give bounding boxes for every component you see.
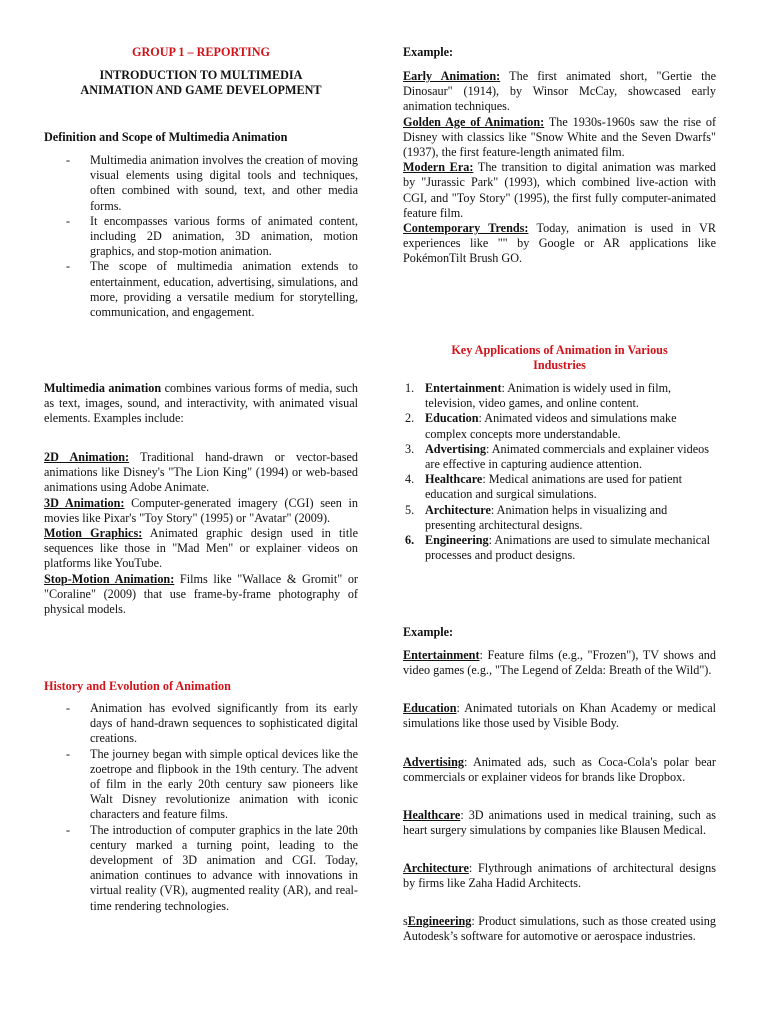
application-item [403, 503, 716, 533]
applications-heading-line-2: Industries [533, 358, 586, 372]
combines-bold: Multimedia animation [44, 381, 162, 395]
type-text: Films like "Wallace & Gromit" or "Coraline" (2009) that use frame-by-frame photography of physical models. [44, 571, 358, 617]
history-bullet: - The journey began with simple optical devices like the zoetrope and flipbook in the 19th century. The advent of film in the early 20th century saw pioneers like Walt Disney revolutionize animation with iconic characters and feature films. [44, 747, 358, 823]
item-number: 2. [405, 411, 415, 426]
example-text: : Animated ads, such as Coca-Cola's polar bear commercials or explainer videos for brands like Dropbox. [403, 755, 716, 785]
definition-bullet: - Multimedia animation involves the creation of moving visual elements using digital tools and techniques, often combined with sound, text, and other media forms. [44, 153, 358, 214]
application-item [403, 411, 716, 441]
item-label: Education [425, 411, 479, 426]
type-text: Computer-generated imagery (CGI) seen in movies like Pixar's "Toy Story" (1995) or "Avatar" (2009). [44, 495, 359, 525]
combines-text: combines various forms of media, such as text, images, sound, and interactivity, with animated visual elements. Examples include: [44, 381, 358, 426]
example-label: Engineering [407, 914, 472, 928]
item-label: Engineering [425, 533, 489, 548]
application-item [403, 472, 716, 502]
animation-types [44, 450, 358, 617]
example-text: : Animated tutorials on Khan Academy or medical simulations like those used by Visible Body. [403, 701, 716, 731]
item-number: 4. [405, 472, 415, 487]
definition-heading: Definition and Scope of Multimedia Animation [44, 130, 288, 144]
definition-bullet: - The scope of multimedia animation extends to entertainment, education, advertising, simulations, and more, providing a versatile medium for storytelling, communication, and engagement. [44, 259, 358, 320]
item-text: : Medical animations are used for patient education and surgical simulations. [425, 472, 682, 502]
example-label: Advertising [403, 755, 464, 769]
type-stop-motion [44, 572, 358, 618]
era-contemporary [403, 221, 716, 267]
application-item [403, 381, 716, 411]
type-text: Traditional hand-drawn or vector-based animations like Disney's "The Lion King" (1994) or web-based animations using Adobe Animate. [44, 450, 358, 495]
history-bullet: - The introduction of computer graphics in the late 20th century marked a turning point, leading to the development of 3D animation and CGI. Today, animation continues to advance with innovations in virtual reality (VR), augmented reality (AR), and real-time rendering technologies. [44, 823, 358, 914]
example-education [403, 701, 716, 731]
applications-heading-line-1: Key Applications of Animation in Various [451, 343, 668, 357]
group-title: GROUP 1 – REPORTING [131, 45, 271, 59]
example-engineering [403, 914, 716, 944]
example-architecture [403, 861, 716, 891]
example-heading-1: Example: [403, 45, 454, 59]
history-bullet: - Animation has evolved significantly from its early days of hand-drawn sequences to sophisticated digital creations. [44, 701, 358, 747]
era-text: Today, animation is used in VR experiences like "" by Google or AR applications like PokémonTilt Brush GO. [403, 221, 716, 266]
era-label: Early Animation: [403, 69, 501, 83]
definition-bullet: - It encompasses various forms of animated content, including 2D animation, 3D animation, motion graphics, and stop-motion animation. [44, 214, 358, 260]
example-entertainment [403, 648, 716, 678]
era-label: Golden Age of Animation: [403, 114, 545, 129]
item-text: : Animation is widely used in film, television, video games, and online content. [425, 381, 672, 411]
history-heading: History and Evolution of Animation [44, 679, 231, 693]
type-text: Animated graphic design used in title sequences like those in "Mad Men" or explainer videos on platforms like YouTube. [44, 526, 358, 571]
item-text: : Animation helps in visualizing and presenting architectural designs. [425, 502, 668, 532]
doc-title-line-1: INTRODUCTION TO MULTIMEDIA [99, 68, 303, 82]
item-number: 1. [405, 381, 415, 395]
doc-title-line-2: ANIMATION AND GAME DEVELOPMENT [80, 83, 322, 97]
era-text: The first animated short, "Gertie the Dinosaur" (1914), by Winsor McCay, showcased early animation techniques. [403, 69, 716, 114]
example-label: Education [403, 701, 457, 715]
type-2d [44, 450, 358, 496]
example-label: Healthcare [403, 808, 461, 822]
type-label: Motion Graphics: [44, 526, 143, 541]
era-label: Modern Era: [403, 160, 474, 175]
applications-list [403, 381, 716, 563]
type-motion-graphics [44, 526, 358, 572]
type-label: Stop-Motion Animation: [44, 571, 175, 586]
type-3d [44, 496, 358, 526]
item-label: Architecture [425, 502, 491, 517]
era-golden-age [403, 115, 716, 161]
application-item [403, 533, 716, 563]
item-text: : Animated commercials and explainer videos are effective in capturing audience attention. [425, 441, 709, 472]
era-early [403, 69, 716, 115]
example-healthcare [403, 808, 716, 838]
era-text: The transition to digital animation was marked by "Jurassic Park" (1993), which combined live-action with CGI, and "Toy Story" (1995), the first fully computer-animated feature film. [403, 160, 717, 220]
example-heading-2: Example: [403, 625, 454, 639]
example-advertising [403, 755, 716, 785]
item-text: : Animations are used to simulate mechanical processes and product designs. [425, 533, 711, 563]
item-number: 5. [405, 502, 415, 517]
example-label: Entertainment [403, 648, 480, 662]
animation-eras [403, 69, 716, 267]
item-label: Advertising [425, 441, 486, 456]
history-list [44, 701, 358, 914]
example-prefix: s [403, 914, 408, 928]
item-number: 3. [405, 441, 415, 456]
item-label: Healthcare [425, 472, 483, 487]
example-text: : Flythrough animations of architectural designs by firms like Zaha Hadid Architects. [403, 861, 716, 891]
definition-list [44, 153, 358, 320]
era-modern [403, 160, 716, 221]
combines-paragraph [44, 381, 358, 427]
item-number: 6. [405, 533, 415, 548]
era-label: Contemporary Trends: [403, 221, 529, 236]
era-text: The 1930s-1960s saw the rise of Disney with classics like "Snow White and the Seven Dwarfs" (1937), the first feature-length animated film. [403, 114, 716, 160]
item-text: : Animated videos and simulations make complex concepts more understandable. [425, 411, 677, 441]
type-label: 3D Animation: [44, 495, 125, 510]
item-label: Entertainment [425, 381, 502, 395]
type-label: 2D Animation: [44, 450, 130, 464]
example-text: : Product simulations, such as those created using Autodesk’s software for automotive or aerospace industries. [403, 914, 716, 944]
example-label: Architecture [403, 861, 469, 875]
application-item [403, 442, 716, 472]
example-text: : 3D animations used in medical training, such as heart surgery simulations by companies like Blausen Medical. [403, 808, 716, 838]
example-text: : Feature films (e.g., "Frozen"), TV shows and video games (e.g., "The Legend of Zelda: Breath of the Wild"). [403, 648, 716, 678]
